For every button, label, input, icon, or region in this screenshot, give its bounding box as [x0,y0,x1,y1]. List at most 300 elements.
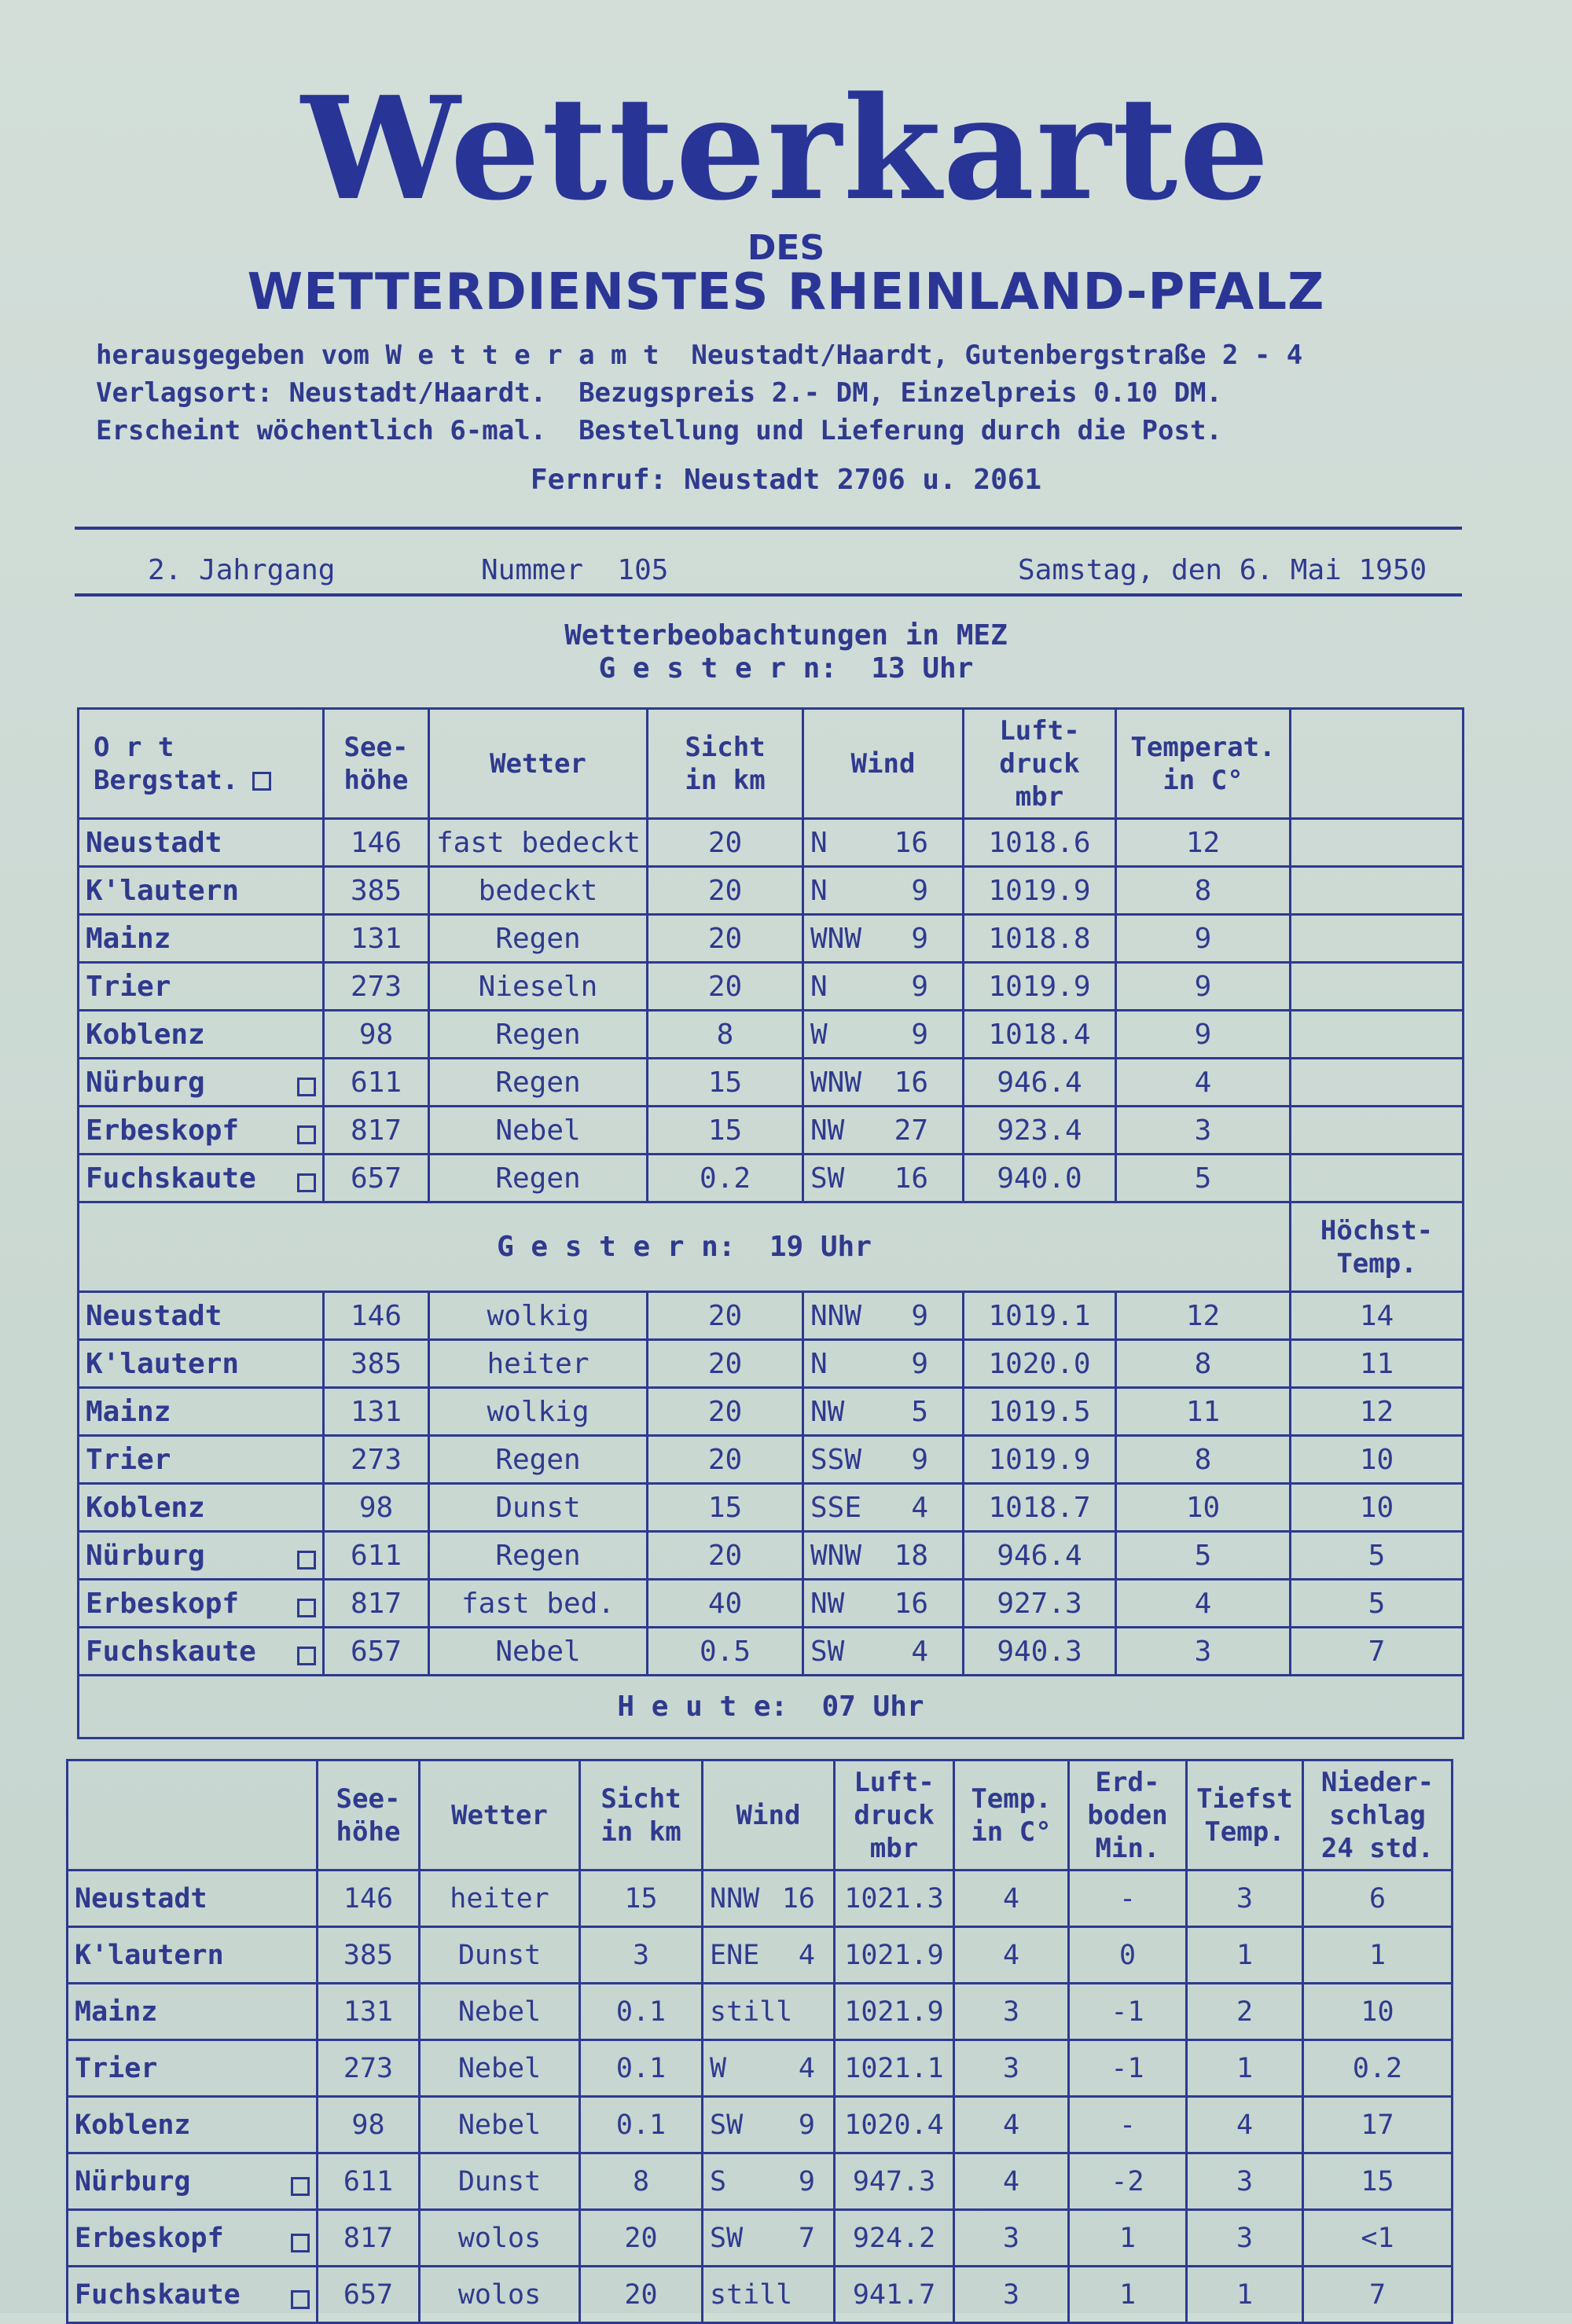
wetter-cell: Dunst [429,1484,648,1532]
wind-direction: WNW [810,1539,862,1572]
seehoehe-cell: 146 [318,1871,420,1927]
luftdruck-cell: 1019.9 [964,963,1116,1011]
temperatur-cell: 4 [1116,1580,1291,1628]
wetter-cell: wolkig [429,1388,648,1436]
wind-cell [703,2040,835,2097]
wetter-cell: Dunst [420,2153,580,2210]
table-row [79,1484,1464,1532]
col-sicht: Sicht in km [580,1760,703,1871]
niederschlag-cell: 17 [1303,2097,1453,2153]
location-name: Nürburg [86,1539,205,1572]
table-row [79,1155,1464,1202]
luftdruck-cell: 1018.4 [964,1011,1116,1059]
seehoehe-cell: 657 [324,1628,429,1676]
niederschlag-cell: <1 [1303,2210,1453,2267]
wind-speed: 9 [911,874,928,907]
erdboden-cell: -1 [1069,1984,1187,2040]
table-row [68,1984,1453,2040]
niederschlag-cell: 6 [1303,1871,1453,1927]
wind-cell [703,2267,835,2323]
luftdruck-cell: 1018.6 [964,819,1116,867]
col-wind: Wind [803,709,964,819]
hoechst-temp-cell: 14 [1291,1292,1464,1340]
temperatur-cell: 10 [1116,1484,1291,1532]
wind-cell [803,1484,964,1532]
luftdruck-cell: 1019.9 [964,867,1116,915]
wind-direction: ENE [710,1939,760,1971]
wind-speed: 9 [911,1347,928,1380]
gestern19-caption-row [79,1202,1464,1292]
wind-direction: SW [710,2222,744,2254]
wind-cell [803,1107,964,1155]
luftdruck-cell: 940.3 [964,1628,1116,1676]
col-temperatur: Temp. in C° [954,1760,1069,1871]
seehoehe-cell: 273 [324,1436,429,1484]
wetter-cell: Nieseln [429,963,648,1011]
wind-direction: still [710,2278,793,2311]
sicht-cell: 20 [580,2210,703,2267]
seehoehe-cell: 611 [324,1532,429,1580]
table-row [79,1011,1464,1059]
sicht-cell: 0.5 [648,1628,803,1676]
location-cell [68,1984,318,2040]
niederschlag-cell: 7 [1303,2267,1453,2323]
publisher-line: Erscheint wöchentlich 6-mal. Bestellung und Lieferung durch die Post. [96,415,1222,446]
temperatur-cell: 8 [1116,1340,1291,1388]
wetter-cell: Regen [429,1436,648,1484]
wetter-cell: heiter [420,1871,580,1927]
col-wind: Wind [703,1760,835,1871]
tiefst-temp-cell: 3 [1187,2153,1303,2210]
wetter-cell: Nebel [420,2097,580,2153]
wind-direction: W [810,1018,828,1051]
wind-speed: 4 [911,1491,928,1524]
hoechst-temp-cell: 5 [1291,1580,1464,1628]
sicht-cell: 3 [580,1927,703,1984]
col-ort [68,1760,318,1871]
wetter-cell: wolos [420,2267,580,2323]
tiefst-temp-cell: 2 [1187,1984,1303,2040]
location-name: Mainz [75,1995,158,2028]
observations-title: Wetterbeobachtungen in MEZ [564,619,1008,652]
location-cell [79,1484,324,1532]
divider-bottom [75,593,1462,597]
luftdruck-cell: 1020.4 [835,2097,954,2153]
sicht-cell: 0.2 [648,1155,803,1202]
location-name: Trier [86,1443,171,1476]
seehoehe-cell: 657 [324,1155,429,1202]
temperatur-cell: 3 [954,2210,1069,2267]
table-row [79,963,1464,1011]
gestern-table [77,707,1464,1739]
col-erdboden: Erd- boden Min. [1069,1760,1187,1871]
wind-cell [703,2210,835,2267]
bergstation-marker-icon [252,772,271,791]
location-cell [68,2153,318,2210]
bergstation-marker-icon [291,2234,310,2252]
luftdruck-cell: 924.2 [835,2210,954,2267]
luftdruck-cell: 1021.9 [835,1927,954,1984]
location-name: Koblenz [75,2109,191,2141]
luftdruck-cell: 947.3 [835,2153,954,2210]
col-sicht: Sicht in km [648,709,803,819]
luftdruck-cell: 1021.9 [835,1984,954,2040]
wind-direction: SW [810,1635,845,1668]
wind-cell [803,1436,964,1484]
empty-cell [1291,1011,1464,1059]
temperatur-cell: 3 [954,2267,1069,2323]
wind-direction: SW [710,2109,744,2141]
sicht-cell: 20 [648,1292,803,1340]
location-name: Trier [75,2052,158,2084]
luftdruck-cell: 927.3 [964,1580,1116,1628]
col-seehoehe: See- höhe [318,1760,420,1871]
sicht-cell: 20 [648,1388,803,1436]
tiefst-temp-cell: 4 [1187,2097,1303,2153]
wind-cell [803,867,964,915]
location-name: Neustadt [75,1882,208,1915]
location-name: Erbeskopf [75,2222,224,2254]
wind-speed: 9 [911,1443,928,1476]
wind-direction: WNW [810,1066,862,1099]
heute07-caption: H e u t e: 07 Uhr [79,1676,1464,1738]
seehoehe-cell: 273 [318,2040,420,2097]
col-ort: O r t Bergstat. [79,709,324,819]
location-cell [79,1532,324,1580]
wind-cell [803,963,964,1011]
wind-cell [803,1580,964,1628]
location-name: K'lautern [75,1939,224,1971]
temperatur-cell: 3 [1116,1628,1291,1676]
sicht-cell: 15 [648,1107,803,1155]
seehoehe-cell: 98 [318,2097,420,2153]
wind-cell [803,1628,964,1676]
erdboden-cell: - [1069,2097,1187,2153]
wetter-cell: fast bed. [429,1580,648,1628]
table-row [79,1532,1464,1580]
hoechst-temp-cell: 7 [1291,1628,1464,1676]
sicht-cell: 0.1 [580,2097,703,2153]
table-row [68,1871,1453,1927]
seehoehe-cell: 131 [318,1984,420,2040]
sicht-cell: 0.1 [580,2040,703,2097]
wind-speed: 9 [911,922,928,955]
issue-jahrgang: 2. Jahrgang [148,554,336,586]
niederschlag-cell: 10 [1303,1984,1453,2040]
luftdruck-cell: 1018.7 [964,1484,1116,1532]
location-name: K'lautern [86,874,240,907]
col-empty [1291,709,1464,819]
tiefst-temp-cell: 1 [1187,1927,1303,1984]
bergstation-marker-icon [297,1599,316,1617]
empty-cell [1291,867,1464,915]
wind-speed: 9 [798,2165,815,2197]
temperatur-cell: 9 [1116,915,1291,963]
seehoehe-cell: 657 [318,2267,420,2323]
col-wetter: Wetter [420,1760,580,1871]
bergstation-marker-icon [291,2290,310,2309]
temperatur-cell: 5 [1116,1155,1291,1202]
niederschlag-cell: 0.2 [1303,2040,1453,2097]
location-cell [79,1107,324,1155]
table-row [68,2267,1453,2323]
wind-direction: N [810,874,828,907]
luftdruck-cell: 1021.1 [835,2040,954,2097]
sicht-cell: 20 [648,963,803,1011]
temperatur-cell: 4 [1116,1059,1291,1107]
location-cell [68,2040,318,2097]
table-row [68,1927,1453,1984]
col-seehoehe: See- höhe [324,709,429,819]
wind-cell [703,1927,835,1984]
temperatur-cell: 4 [954,2153,1069,2210]
location-cell [79,915,324,963]
luftdruck-cell: 946.4 [964,1059,1116,1107]
wind-cell [803,1388,964,1436]
luftdruck-cell: 1018.8 [964,915,1116,963]
location-name: Koblenz [86,1018,205,1051]
masthead-title: Wetterkarte [301,66,1271,232]
wind-direction: SSE [810,1491,862,1524]
location-cell [79,1155,324,1202]
seehoehe-cell: 385 [318,1927,420,1984]
temperatur-cell: 12 [1116,819,1291,867]
table-row [79,1628,1464,1676]
wind-cell [803,1011,964,1059]
publisher-line: herausgegeben vom W e t t e r a m t Neustadt/Haardt, Gutenbergstraße 2 - 4 [96,340,1303,371]
seehoehe-cell: 611 [324,1059,429,1107]
sicht-cell: 20 [648,1532,803,1580]
location-name: Mainz [86,922,171,955]
location-cell [68,2097,318,2153]
location-cell [79,1340,324,1388]
wetter-cell: wolos [420,2210,580,2267]
luftdruck-cell: 1019.9 [964,1436,1116,1484]
wetter-cell: Regen [429,1532,648,1580]
wind-cell [803,819,964,867]
wind-cell [803,915,964,963]
luftdruck-cell: 1019.1 [964,1292,1116,1340]
table-row [68,2040,1453,2097]
col-luftdruck: Luft- druck mbr [835,1760,954,1871]
seehoehe-cell: 146 [324,819,429,867]
seehoehe-cell: 98 [324,1484,429,1532]
location-name: K'lautern [86,1347,240,1380]
wind-speed: 16 [894,1066,928,1099]
temperatur-cell: 3 [1116,1107,1291,1155]
location-name: Neustadt [86,1299,222,1332]
wetter-cell: Nebel [420,2040,580,2097]
wind-speed: 16 [894,826,928,859]
sicht-cell: 20 [580,2267,703,2323]
table-row [68,2210,1453,2267]
wind-direction: S [710,2165,727,2197]
wetter-cell: Regen [429,1155,648,1202]
divider-top [75,527,1462,530]
niederschlag-cell: 1 [1303,1927,1453,1984]
hoechst-temp-cell: 10 [1291,1436,1464,1484]
col-wetter: Wetter [429,709,648,819]
seehoehe-cell: 817 [324,1580,429,1628]
table-row [79,1388,1464,1436]
temperatur-cell: 4 [954,2097,1069,2153]
seehoehe-cell: 98 [324,1011,429,1059]
wind-speed: 16 [894,1587,928,1620]
seehoehe-cell: 385 [324,867,429,915]
table-row [79,1580,1464,1628]
bergstation-marker-icon [291,2177,310,2196]
wind-direction: N [810,1347,828,1380]
empty-cell [1291,1059,1464,1107]
bergstation-marker-icon [297,1173,316,1192]
phone-line: Fernruf: Neustadt 2706 u. 2061 [530,464,1042,496]
sicht-cell: 0.1 [580,1984,703,2040]
wind-speed: 27 [894,1114,928,1147]
hoechst-temp-cell: 5 [1291,1532,1464,1580]
location-cell [68,1871,318,1927]
bergstation-marker-icon [297,1078,316,1096]
publisher-info [96,336,1302,450]
table-row [79,1292,1464,1340]
location-cell [68,2267,318,2323]
seehoehe-cell: 611 [318,2153,420,2210]
wind-speed: 4 [798,1939,815,1971]
table-row [79,1436,1464,1484]
wind-speed: 4 [798,2052,815,2084]
temperatur-cell: 4 [954,1871,1069,1927]
sicht-cell: 20 [648,1436,803,1484]
col-tiefst: Tiefst Temp. [1187,1760,1303,1871]
sicht-cell: 20 [648,915,803,963]
gestern13-header-row [79,709,1464,819]
empty-cell [1291,819,1464,867]
publisher-line: Verlagsort: Neustadt/Haardt. Bezugspreis 2.- DM, Einzelpreis 0.10 DM. [96,377,1222,409]
location-cell [79,867,324,915]
wind-speed: 5 [911,1395,928,1428]
sicht-cell: 20 [648,819,803,867]
location-cell [68,1927,318,1984]
niederschlag-cell: 15 [1303,2153,1453,2210]
masthead-des: DES [747,228,825,268]
wind-direction: N [810,826,828,859]
hoechst-temp-cell: 10 [1291,1484,1464,1532]
hoechst-temp-cell: 12 [1291,1388,1464,1436]
wetter-cell: Dunst [420,1927,580,1984]
temperatur-cell: 5 [1116,1532,1291,1580]
wind-speed: 18 [894,1539,928,1572]
heute07-caption-row [79,1676,1464,1738]
wind-direction: WNW [810,922,862,955]
seehoehe-cell: 146 [324,1292,429,1340]
heute-table [66,1759,1453,2324]
hoechst-temp-cell: 11 [1291,1340,1464,1388]
sicht-cell: 15 [648,1059,803,1107]
seehoehe-cell: 131 [324,1388,429,1436]
issue-date: Samstag, den 6. Mai 1950 [1018,554,1427,586]
gestern13-caption: G e s t e r n: 13 Uhr [598,652,974,685]
wind-direction: NW [810,1587,845,1620]
temperatur-cell: 11 [1116,1388,1291,1436]
wind-speed: 9 [911,1018,928,1051]
location-cell [79,1388,324,1436]
masthead-subtitle: WETTERDIENSTES RHEINLAND-PFALZ [247,263,1325,321]
wind-speed: 9 [911,970,928,1003]
empty-cell [1291,963,1464,1011]
location-name: Neustadt [86,826,222,859]
temperatur-cell: 4 [954,1927,1069,1984]
wind-cell [703,1871,835,1927]
wind-speed: 4 [911,1635,928,1668]
location-name: Erbeskopf [86,1114,240,1147]
seehoehe-cell: 385 [324,1340,429,1388]
luftdruck-cell: 923.4 [964,1107,1116,1155]
wind-cell [803,1059,964,1107]
temperatur-cell: 9 [1116,1011,1291,1059]
wind-cell [703,1984,835,2040]
location-name: Koblenz [86,1491,205,1524]
tiefst-temp-cell: 1 [1187,2040,1303,2097]
temperatur-cell: 8 [1116,867,1291,915]
wetter-cell: wolkig [429,1292,648,1340]
luftdruck-cell: 946.4 [964,1532,1116,1580]
sicht-cell: 20 [648,867,803,915]
erdboden-cell: -1 [1069,2040,1187,2097]
erdboden-cell: - [1069,1871,1187,1927]
sicht-cell: 15 [648,1484,803,1532]
issue-number: Nummer 105 [481,554,669,586]
temperatur-cell: 9 [1116,963,1291,1011]
sicht-cell: 20 [648,1340,803,1388]
col-luftdruck: Luft- druck mbr [964,709,1116,819]
wind-cell [803,1340,964,1388]
luftdruck-cell: 1019.5 [964,1388,1116,1436]
wind-direction: NNW [810,1299,862,1332]
table-row [79,915,1464,963]
seehoehe-cell: 273 [324,963,429,1011]
wind-direction: SW [810,1162,845,1195]
erdboden-cell: -2 [1069,2153,1187,2210]
location-cell [68,2210,318,2267]
location-name: Nürburg [75,2165,191,2197]
seehoehe-cell: 817 [324,1107,429,1155]
wind-direction: still [710,1995,793,2028]
gestern19-caption: G e s t e r n: 19 Uhr [79,1202,1291,1292]
luftdruck-cell: 1021.3 [835,1871,954,1927]
wetter-cell: Regen [429,915,648,963]
wind-speed: 7 [798,2222,815,2254]
table-row [79,867,1464,915]
wind-direction: NW [810,1395,845,1428]
wind-cell [803,1292,964,1340]
location-cell [79,1292,324,1340]
table-row [79,1107,1464,1155]
wetter-cell: Nebel [429,1107,648,1155]
wind-speed: 9 [798,2109,815,2141]
location-name: Erbeskopf [86,1587,240,1620]
wetter-cell: Regen [429,1011,648,1059]
heute07-header-row [68,1760,1453,1871]
location-name: Mainz [86,1395,171,1428]
wind-cell [703,2153,835,2210]
wind-cell [803,1155,964,1202]
wetter-cell: Nebel [420,1984,580,2040]
bergstation-marker-icon [297,1551,316,1570]
wind-direction: SSW [810,1443,862,1476]
location-name: Trier [86,970,171,1003]
table-row [68,2153,1453,2210]
sicht-cell: 40 [648,1580,803,1628]
wind-direction: W [710,2052,727,2084]
